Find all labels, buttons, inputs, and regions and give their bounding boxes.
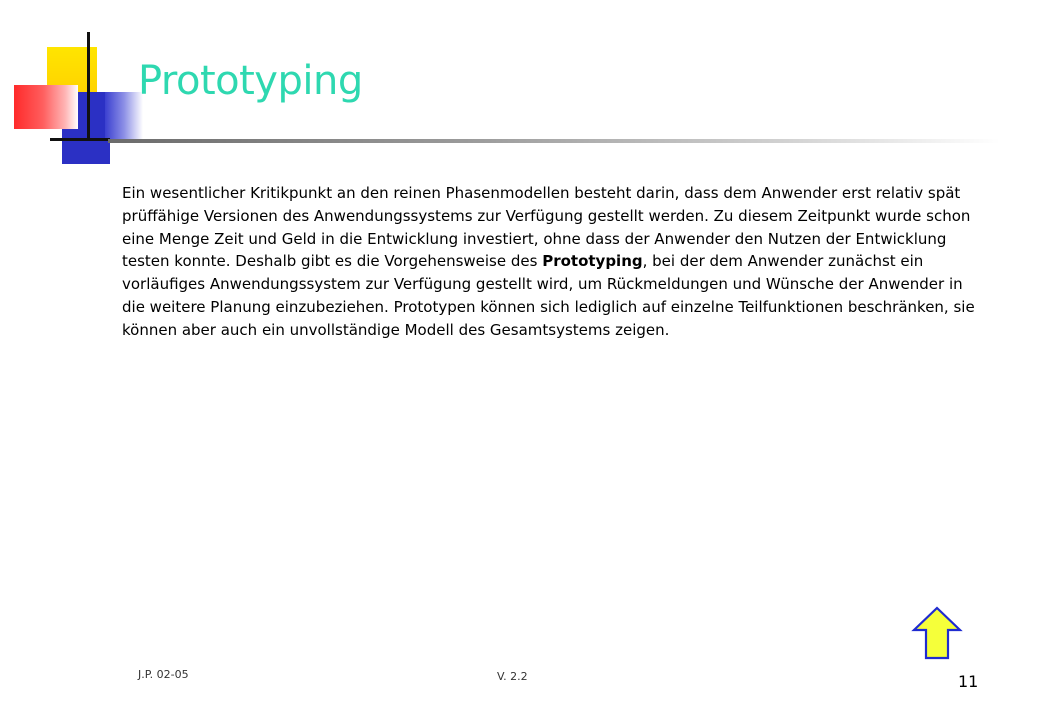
arrow-up-shape [914,608,960,658]
arrow-up-icon[interactable] [910,606,964,660]
title-divider [108,139,1000,143]
footer-version: V. 2.2 [497,670,528,683]
decorative-logo [0,0,140,170]
footer-author: J.P. 02-05 [138,668,189,681]
body-text-bold: Prototyping [542,252,643,271]
horizontal-bar [50,138,110,141]
body-paragraph [122,182,982,342]
body-text-part2: , bei der dem Anwender zunächst ein vorläufiges Anwendungssystem zur Verfügung gestellt wird, um Rückmeldungen und Wünsche der Anwender in die weitere Planung einzubeziehen. Prototypen können sich lediglich auf einzelne Teilfunktionen beschränken, sie können aber auch ein unvollständige Modell des Gesamtsystems zeigen. [122,252,975,339]
body-text-part1: Ein wesentlicher Kritikpunkt an den reinen Phasenmodellen besteht darin, dass dem Anwender erst relativ spät prüffähige Versionen des Anwendungssystems zur Verfügung gestellt werden. Zu diesem Zeitpunkt wurde schon eine Menge Zeit und Geld in die Entwicklung investiert, ohne dass der Anwender den Nutzen der Entwicklung testen konnte. Deshalb gibt es die Vorgehensweise des [122,184,971,271]
red-square [14,85,78,129]
slide-title: Prototyping [138,58,363,104]
vertical-bar [87,32,90,138]
page-number: 11 [958,672,979,691]
